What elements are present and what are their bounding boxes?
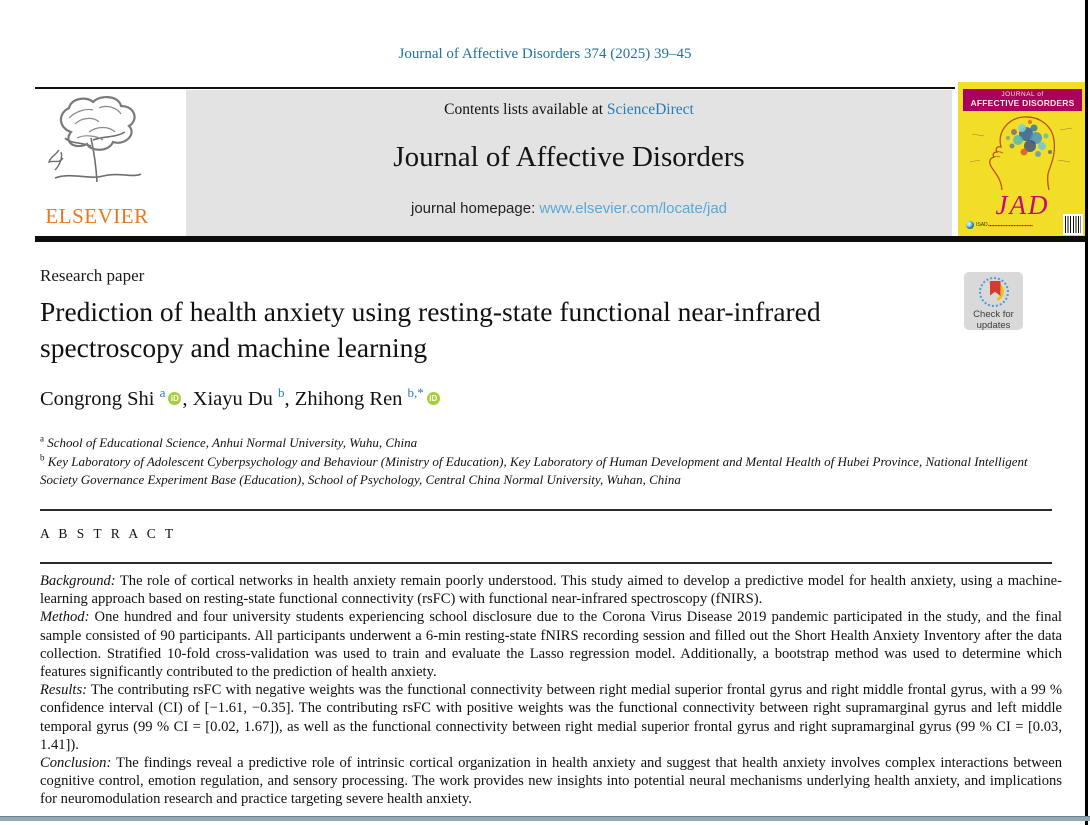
abstract-results: Results: The contributing rsFC with negative weights was the functional connectivity between right medial superior frontal gyrus and right middle frontal gyrus, with a 99 % confidence interval (CI) of [−1.61, −0.35]. The contributing rsFC with positive weights was the functional connectivity between right supramarginal gyrus and left middle temporal gyrus (99 % CI = [0.02, 1.67]), as well as the functional connectivity between right medial superior frontal gyrus and right supramarginal gyrus (99 % CI = [0.03, 1.41]).: [40, 682, 1062, 753]
cover-isad-logo: ISAD: [966, 221, 988, 229]
affiliation-a: $^a$ School of Educational Science, Anhui Normal University, Wuhu, China: [40, 433, 418, 450]
header-top-rule: [35, 87, 955, 89]
cover-barcode: [1063, 214, 1083, 235]
author-affiliation-mark: b: [278, 385, 285, 401]
abstract-method: Method: One hundred and four university students experiencing school disclosure due to the Corona Virus Disease 2019 pandemic participated in the study, and the final sample consisted of 90 participants. All participants underwent a 6-min resting-state fNIRS recording session and filled out the Short Health Anxiety Inventory after the data collection. Stratified 10-fold cross-validation was used to train and evaluate the Lasso regression model. Additionally, a bootstrap method was used to determine which features significantly contributed to the prediction of health anxiety.: [40, 609, 1062, 681]
journal-masthead: [186, 90, 952, 236]
abstract-conclusion: Conclusion: The findings reveal a predictive role of intrinsic cortical organization in health anxiety and suggest that health anxiety involves complex interactions between cognitive control, emotion regulation, and sensory processing. The work provides new insights into potential neural mechanisms underlying health anxiety, and implications for neuromodulation research and practice targeting severe health anxiety.: [40, 755, 1062, 808]
affiliation-b: $^b$ Key Laboratory of Adolescent Cyberpsychology and Behaviour (Ministry of Education), Key Laboratory of Human Development and Mental Health of Hubei Province, National Intelligent Society Governance Experiment Base (Education), School of Psychology, Central China Normal University, Wuhan, China: [40, 452, 1028, 487]
elsevier-wordmark: ELSEVIER: [45, 204, 149, 228]
author-affiliation-mark: b,*: [407, 385, 424, 401]
orcid-icon[interactable]: iD: [427, 392, 440, 405]
check-for-updates-badge[interactable]: [964, 272, 1023, 330]
abstract-body: [40, 572, 1062, 809]
running-head-citation: Journal of Affective Disorders 374 (2025) 39–45: [398, 46, 692, 62]
author-affiliation-mark: a: [159, 385, 166, 401]
contents-line: Contents lists available at ScienceDirect: [444, 101, 694, 118]
orcid-icon[interactable]: iD: [168, 392, 181, 405]
header-bottom-rule: [35, 236, 1088, 242]
crossmark-icon: [979, 277, 1009, 307]
isad-swirl-icon: [966, 221, 974, 229]
elsevier-logo[interactable]: [36, 94, 158, 229]
cover-small-print: ▪▪▪▪▪▪▪▪▪▪▪▪▪▪▪▪▪▪▪▪▪▪▪▪▪▪▪▪: [988, 223, 1033, 228]
cover-banner: JOURNAL of AFFECTIVE DISORDERS: [963, 89, 1082, 111]
cover-brain-head-art: [964, 112, 1081, 192]
article-type-label: Research paper: [40, 266, 145, 285]
elsevier-tree-icon: [41, 94, 153, 202]
homepage-link[interactable]: www.elsevier.com/locate/jad: [539, 200, 728, 217]
page-right-edge: [1085, 0, 1088, 825]
journal-cover-thumbnail[interactable]: [958, 82, 1087, 236]
homepage-line: journal homepage: www.elsevier.com/locate/jad: [410, 200, 728, 217]
page-bottom-bar: [0, 816, 1090, 821]
check-for-updates-label: Check for updates: [973, 309, 1014, 331]
sciencedirect-link[interactable]: ScienceDirect: [606, 101, 694, 118]
abstract-heading-rule: [40, 562, 1052, 564]
cover-jad-wordmark: JAD: [995, 190, 1050, 220]
abstract-background: Background: The role of cortical networks in health anxiety remain poorly understood. This study aimed to develop a predictive model for health anxiety, using a machine-learning approach based on resting-state functional connectivity (rsFC) with functional near-infrared spectroscopy (fNIRS).: [40, 573, 1062, 608]
author-line: Congrong Shi $^a$ iD , Xiayu Du $^b$, Zhihong Ren $^{b,*}$ iD: [40, 388, 441, 411]
abstract-heading: A B S T R A C T: [40, 526, 177, 541]
abstract-top-rule: [40, 509, 1052, 511]
journal-title: Journal of Affective Disorders: [393, 141, 745, 173]
author-name: Zhihong Ren: [294, 388, 403, 410]
author-name: Xiayu Du: [192, 388, 273, 410]
article-title: Prediction of health anxiety using resting-state functional near-infrared spectroscopy and machine learning: [40, 296, 821, 363]
author-name: Congrong Shi: [40, 388, 155, 410]
affiliations: [40, 434, 1052, 490]
